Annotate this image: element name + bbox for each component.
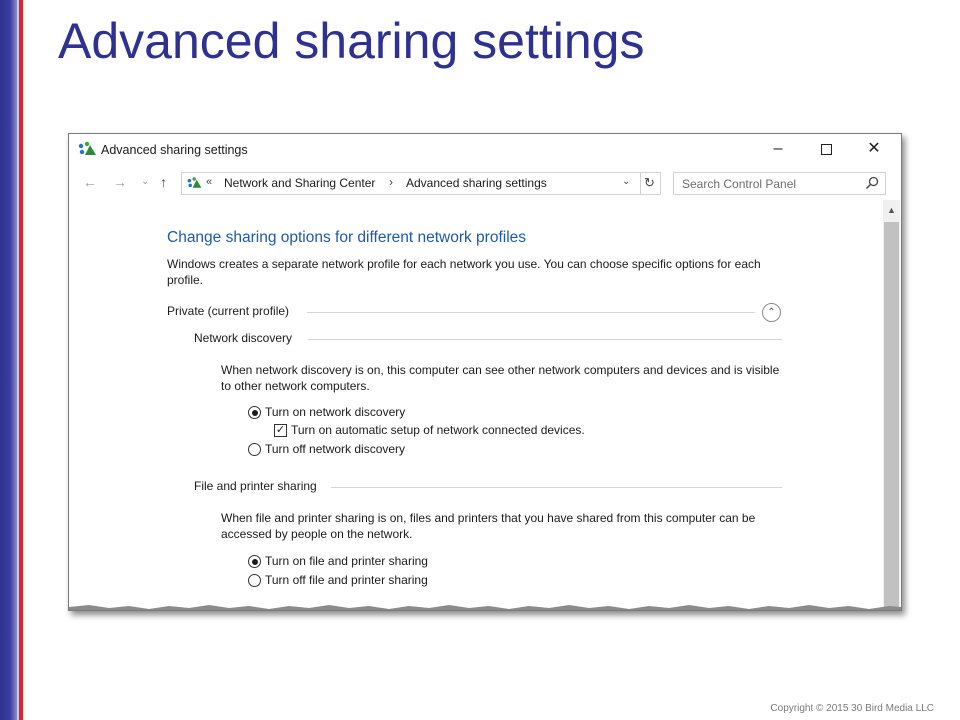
scroll-thumb[interactable] xyxy=(884,222,899,610)
torn-edge-effect xyxy=(69,604,901,610)
profile-label[interactable]: Private (current profile) xyxy=(167,304,290,318)
settings-content xyxy=(69,200,883,610)
network-discovery-divider xyxy=(308,339,782,340)
breadcrumb-advanced-sharing-settings[interactable]: Advanced sharing settings xyxy=(406,176,547,190)
turn-on-network-discovery-radio[interactable] xyxy=(248,406,261,419)
up-button[interactable]: ↑ xyxy=(160,174,167,190)
forward-button[interactable]: → xyxy=(113,174,127,190)
search-icon[interactable] xyxy=(865,176,879,190)
window-title: Advanced sharing settings xyxy=(101,143,248,157)
title-bar xyxy=(69,134,901,166)
navigation-bar xyxy=(69,170,901,196)
turn-off-network-discovery-label[interactable]: Turn off network discovery xyxy=(265,442,406,456)
network-discovery-title: Network discovery xyxy=(194,331,293,345)
scroll-up-button[interactable]: ▲ xyxy=(887,205,896,215)
search-input[interactable] xyxy=(673,172,886,195)
turn-off-file-printer-sharing-radio[interactable] xyxy=(248,574,261,587)
breadcrumb-separator-icon[interactable]: › xyxy=(389,175,393,189)
file-printer-sharing-title: File and printer sharing xyxy=(194,479,317,493)
refresh-button[interactable]: ↻ xyxy=(639,172,661,195)
recent-locations-button[interactable]: ⌄ xyxy=(141,176,150,187)
slide-side-bar-red xyxy=(19,0,23,720)
address-dropdown-icon[interactable]: ⌄ xyxy=(622,176,631,187)
collapse-profile-icon[interactable]: ⌃ xyxy=(762,303,781,322)
slide-side-bar-blue xyxy=(0,0,17,720)
network-discovery-description: When network discovery is on, this computer can see other network computers and devices and is visible to other network computers. xyxy=(221,363,780,393)
auto-setup-label[interactable]: Turn on automatic setup of network connected devices. xyxy=(291,423,585,437)
turn-on-file-printer-sharing-label[interactable]: Turn on file and printer sharing xyxy=(265,554,428,568)
maximize-button[interactable] xyxy=(803,134,849,166)
vertical-scrollbar[interactable] xyxy=(883,200,900,610)
turn-off-file-printer-sharing-label[interactable]: Turn off file and printer sharing xyxy=(265,573,428,587)
file-printer-sharing-divider xyxy=(331,487,782,488)
search-placeholder: Search Control Panel xyxy=(682,177,797,191)
copyright-notice: Copyright © 2015 30 Bird Media LLC xyxy=(770,703,934,714)
page-heading: Change sharing options for different network profiles xyxy=(167,229,527,246)
slide-title: Advanced sharing settings xyxy=(58,13,645,69)
address-bar[interactable] xyxy=(181,172,641,195)
turn-off-network-discovery-radio[interactable] xyxy=(248,443,261,456)
profile-divider xyxy=(307,312,755,313)
breadcrumb-network-sharing-center[interactable]: Network and Sharing Center xyxy=(224,176,376,190)
file-printer-sharing-description: When file and printer sharing is on, files and printers that you have shared from this computer can be accessed by people on the network. xyxy=(221,511,756,541)
back-button[interactable]: ← xyxy=(83,174,97,190)
close-button[interactable]: ✕ xyxy=(867,140,881,157)
intro-text: Windows creates a separate network profile for each network you use. You can choose specific options for each profile. xyxy=(167,257,761,287)
turn-on-network-discovery-label[interactable]: Turn on network discovery xyxy=(265,405,406,419)
breadcrumb-overflow-icon[interactable]: « xyxy=(206,176,213,188)
network-icon xyxy=(187,176,203,190)
control-panel-window xyxy=(68,133,902,611)
auto-setup-checkbox[interactable]: ✓ xyxy=(275,424,286,436)
maximize-icon xyxy=(821,144,832,155)
minimize-button[interactable]: – xyxy=(773,140,783,157)
network-icon xyxy=(78,141,98,157)
turn-on-file-printer-sharing-radio[interactable] xyxy=(248,555,261,568)
